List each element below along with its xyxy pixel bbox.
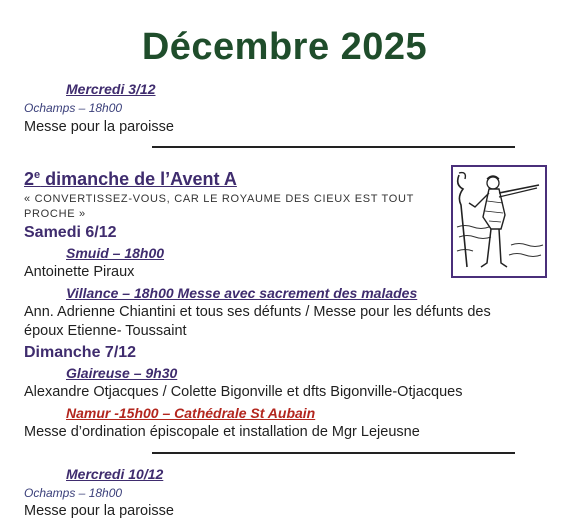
wed3-text: Messe pour la paroisse <box>24 119 174 135</box>
divider <box>152 146 515 148</box>
smuid-text: Antoinette Piraux <box>24 264 135 280</box>
quote-line-1: « CONVERTISSEZ-VOUS, CAR LE ROYAUME DES CIEUX EST TOUT <box>24 193 415 205</box>
wed3-location: Ochamps – 18h00 <box>24 101 123 115</box>
sunday-title-rest: dimanche de l’Avent A <box>40 169 237 189</box>
john-the-baptist-drawing <box>453 167 545 276</box>
sunday-title-sup: e <box>34 169 41 181</box>
smuid-head: Smuid – 18h00 <box>66 245 165 261</box>
villance-text-2: époux Etienne- Toussaint <box>24 323 187 339</box>
wed10-day: Mercredi 10/12 <box>66 466 164 482</box>
villance-text-1: Ann. Adrienne Chiantini et tous ses défunts / Messe pour les défunts des <box>24 304 491 320</box>
sunday-title-num: 2 <box>24 169 35 189</box>
villance-head: Villance – 18h00 Messe avec sacrement des malades <box>66 285 418 301</box>
saturday-day: Samedi 6/12 <box>24 224 117 241</box>
wed3-day: Mercredi 3/12 <box>66 81 156 97</box>
quote-line-2: PROCHE » <box>24 208 86 220</box>
glaireuse-text: Alexandre Otjacques / Colette Bigonville et dfts Bigonville-Otjacques <box>24 384 463 400</box>
sunday-day: Dimanche 7/12 <box>24 344 137 361</box>
namur-text: Messe d’ordination épiscopale et installation de Mgr Lejeusne <box>24 424 420 440</box>
divider <box>152 452 515 454</box>
glaireuse-head: Glaireuse – 9h30 <box>66 365 178 381</box>
namur-head: Namur -15h00 – Cathédrale St Aubain <box>66 405 316 421</box>
wed10-location: Ochamps – 18h00 <box>24 486 123 500</box>
john-the-baptist-image <box>451 165 547 278</box>
sunday-title <box>24 169 237 190</box>
page-title: Décembre 2025 <box>141 26 428 68</box>
wed10-text: Messe pour la paroisse <box>24 503 174 519</box>
